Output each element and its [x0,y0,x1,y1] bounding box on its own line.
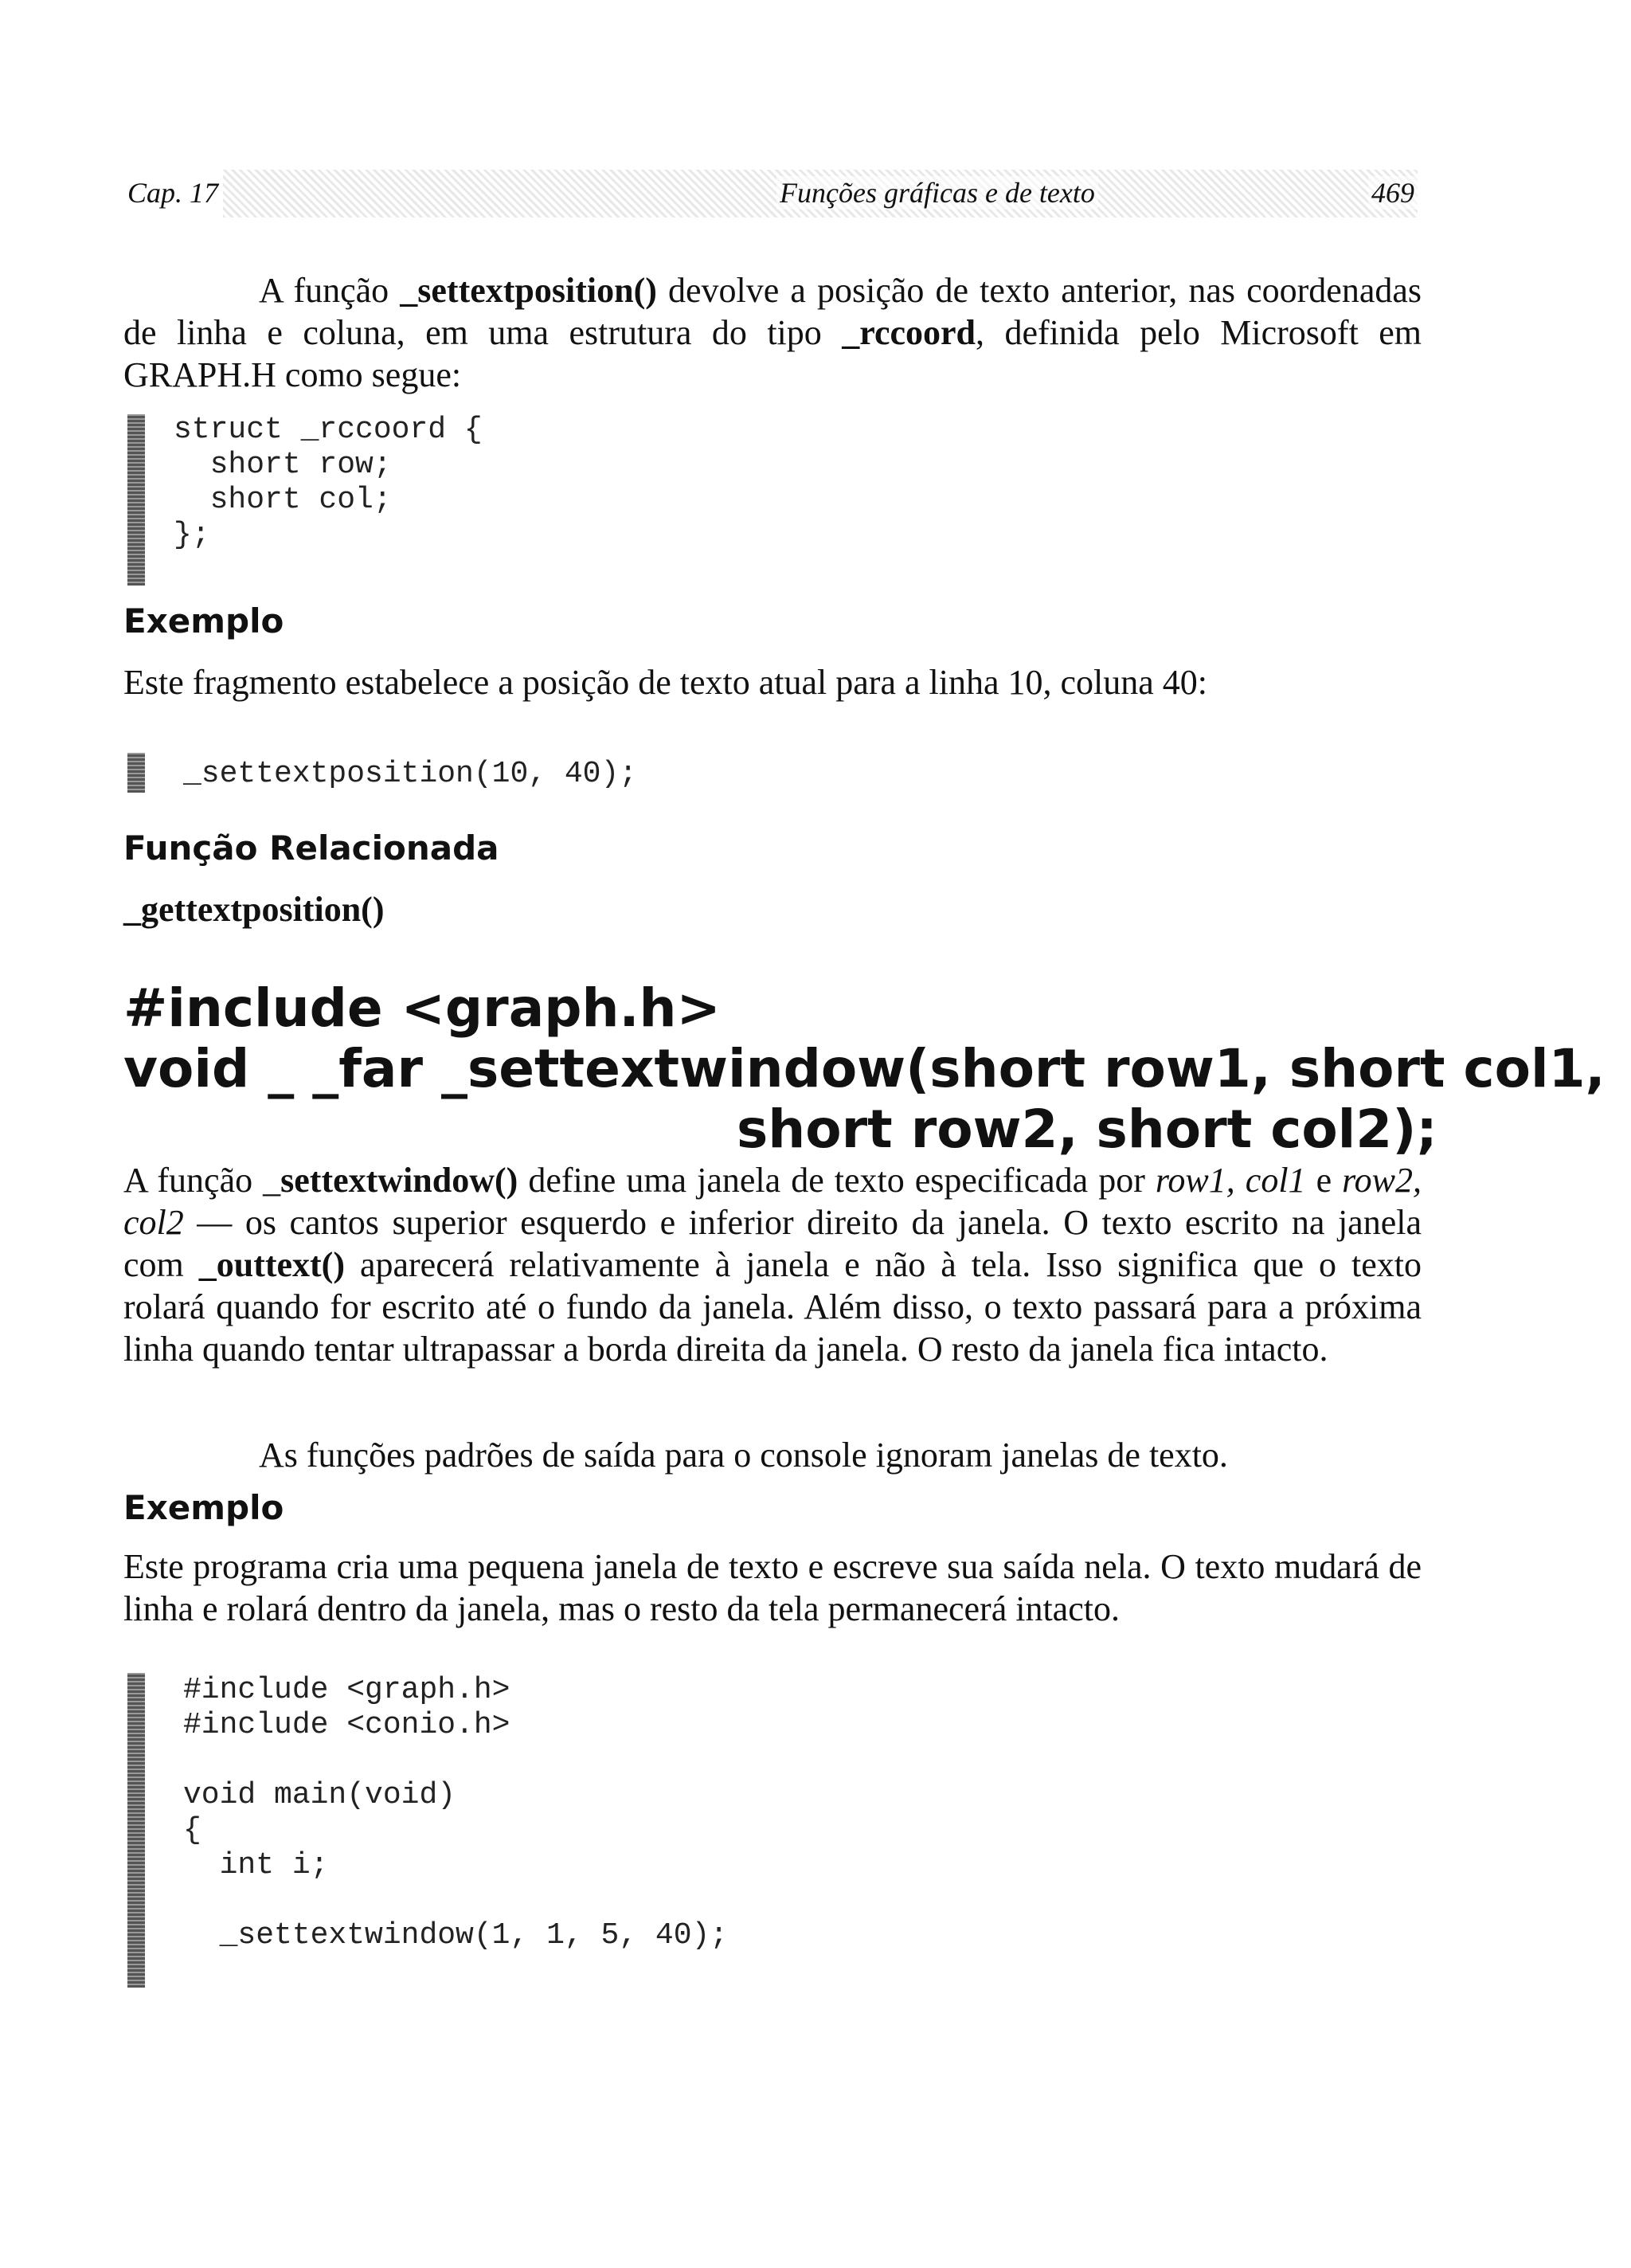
text-segment: A função _ [123,1161,281,1200]
example-code: _settextposition(10, 40); [183,757,638,791]
description-note: As funções padrões de saída para o console ignoram janelas de texto. [259,1436,1228,1475]
example-text: Este programa cria uma pequena janela de texto e escreve sua saída nela. O texto mudará de linha e rolará dentro da janela, mas o resto da tela permanecerá intacto. [123,1547,1422,1628]
bold-term: _rccoord [842,313,976,352]
italic-term: row2, col2 [123,1161,1422,1242]
prototype-include: #include <graph.h> [123,977,721,1039]
text-segment: — os cantos superior esquerdo e inferior direito da janela. O texto escrito na janela com [123,1203,1422,1284]
intro-paragraph [123,269,1422,396]
text-segment: define uma janela de texto especificada por [518,1161,1156,1200]
code-margin-bar [127,414,145,586]
bold-term: _settextposition() [400,271,657,310]
chapter-label: Cap. 17 [127,177,219,209]
program-code: #include <graph.h> #include <conio.h> void main(void) { int i; _settextwindow(1, 1, 5, 40); [183,1673,729,1953]
related-heading: Função Relacionada [123,828,499,868]
text-segment: A função [259,271,401,310]
text-segment: aparecerá relativamente à janela e não à tela. Isso significa que o texto rolará quando for escrito até o fundo da janela. Além disso, o texto passará para a próxima linha quando tentar ultrapassar a borda direita da janela. O resto da janela fica intacto. [123,1245,1422,1369]
prototype-signature: void _ _far _settextwindow(short row1, short col1, [123,1038,1606,1099]
prototype-continuation: short row2, short col2); [737,1099,1437,1160]
bold-term: _outtext() [198,1245,345,1284]
example-heading: Exemplo [123,601,284,640]
text-segment: devolve a posição de texto anterior, nas coordenadas de linha e coluna, em uma estrutura do tipo [123,271,1422,352]
code-margin-bar [127,753,145,793]
struct-code-block: struct _rccoord { short row; short col; }; [174,413,483,552]
running-header [127,163,1418,219]
page-number: 469 [1368,176,1418,210]
text-segment: , definida pelo Microsoft em GRAPH.H como segue: [123,313,1422,394]
example-heading: Exemplo [123,1488,284,1527]
example-text: Este fragmento estabelece a posição de texto atual para a linha 10, coluna 40: [123,663,1207,702]
chapter-title: Funções gráficas e de texto [776,176,1098,210]
related-function: _gettextposition() [123,890,385,929]
italic-term: row1, col1 [1155,1161,1306,1200]
text-segment: e [1305,1161,1343,1200]
code-margin-bar [127,1673,145,1988]
description-paragraph [123,1159,1422,1370]
bold-term: settextwindow() [280,1161,518,1200]
